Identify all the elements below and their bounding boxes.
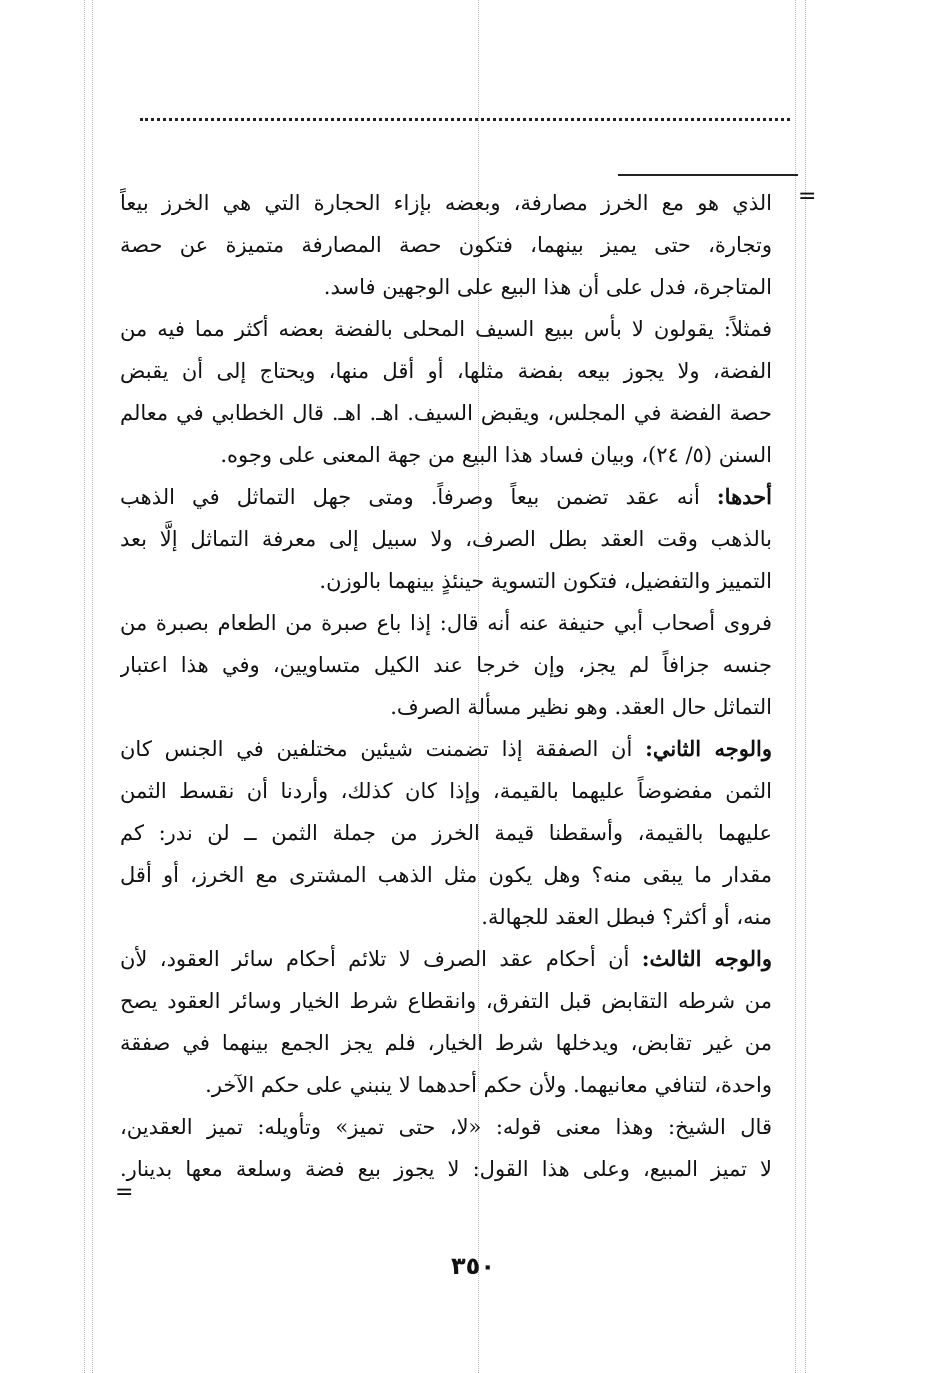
margin-guide-left [84, 0, 85, 1373]
line-text: بالذهب وقت العقد بطل الصرف، ولا سبيل إلى معرفة التماثل إلَّا بعد [120, 527, 772, 551]
line-text: لا تميز المبيع، وعلى هذا القول: لا يجوز بيع فضة وسلعة معها بدينار. [120, 1157, 772, 1181]
line-text: أنه عقد تضمن بيعاً وصرفاً. ومتى جهل التماثل في الذهب [120, 485, 717, 509]
text-line [120, 434, 772, 476]
line-text: وتجارة، حتى يميز بينهما، فتكون حصة المصارفة متميزة عن حصة [120, 233, 772, 257]
line-text: من شرطه التقابض قبل التفرق، وانقطاع شرط الخيار وسائر العقود يصح [120, 989, 772, 1013]
text-line [120, 476, 772, 518]
text-line [120, 980, 772, 1022]
end-continuation-mark: = [115, 1180, 134, 1205]
line-text: حصة الفضة في المجلس، ويقبض السيف. اهـ. اهـ. قال الخطابي في معالم [120, 401, 772, 425]
text-line [120, 770, 772, 812]
text-line [120, 308, 772, 350]
line-text: قال الشيخ: وهذا معنى قوله: «لا، حتى تميز» وتأويله: تميز العقدين، [120, 1115, 772, 1139]
footnote-rule [618, 174, 798, 176]
text-line [120, 182, 772, 224]
continuation-mark: = [798, 184, 817, 209]
margin-guide-left-inner [92, 0, 93, 1373]
dotted-separator [140, 118, 790, 121]
text-line [120, 644, 772, 686]
line-text: واحدة، لتنافي معانيهما. ولأن حكم أحدهما لا ينبني على حكم الآخر. [205, 1073, 772, 1097]
text-line [120, 728, 772, 770]
text-line [120, 854, 772, 896]
page-number: ٣٥٠ [451, 1252, 495, 1280]
line-text: التماثل حال العقد. وهو نظير مسألة الصرف. [390, 695, 772, 719]
line-text: جنسه جزافاً لم يجز، وإن خرجا عند الكيل متساويين، وفي هذا اعتبار [120, 653, 772, 677]
line-text: فمثلاً: يقولون لا بأس ببيع السيف المحلى بالفضة بعضه أكثر مما فيه من [120, 317, 772, 341]
line-text: منه، أو أكثر؟ فبطل العقد للجهالة. [481, 905, 772, 929]
line-text: السنن (٥/ ٢٤)، وبيان فساد هذا البيع من جهة المعنى على وجوه. [220, 443, 772, 467]
line-text: التمييز والتفضيل، فتكون التسوية حينئذٍ بينهما بالوزن. [319, 569, 772, 593]
line-text: أن الصفقة إذا تضمنت شيئين مختلفين في الجنس كان [120, 737, 646, 761]
text-line [120, 1106, 772, 1148]
text-line [120, 350, 772, 392]
text-line [120, 392, 772, 434]
line-text: المتاجرة، فدل على أن هذا البيع على الوجهين فاسد. [323, 275, 772, 299]
text-line [120, 812, 772, 854]
line-text: الثمن مفضوضاً عليهما بالقيمة، وإذا كان كذلك، وأردنا أن نقسط الثمن [120, 779, 772, 803]
line-text: أن أحكام عقد الصرف لا تلائم أحكام سائر العقود، لأن [120, 947, 642, 971]
text-line [120, 1064, 772, 1106]
text-line [120, 1148, 772, 1190]
line-text: عليهما بالقيمة، وأسقطنا قيمة الخرز من جملة الثمن ــ لن ندر: كم [120, 821, 772, 845]
line-text: من غير تقابض، ويدخلها شرط الخيار، فلم يجز الجمع بينهما في صفقة [120, 1031, 772, 1055]
section-lead: والوجه الثاني: [645, 736, 772, 761]
text-line [120, 224, 772, 266]
line-text: الفضة، ولا يجوز بيعه بفضة مثلها، أو أقل منها، ويحتاج إلى أن يقبض [120, 359, 772, 383]
line-text: الذي هو مع الخرز مصارفة، وبعضه بإزاء الحجارة التي هي الخرز بيعاً [120, 191, 772, 215]
text-line [120, 686, 772, 728]
margin-guide-right [795, 0, 796, 1373]
text-line [120, 896, 772, 938]
text-line [120, 938, 772, 980]
text-line [120, 602, 772, 644]
text-line [120, 1022, 772, 1064]
footnote-text [120, 182, 772, 1190]
line-text: فروى أصحاب أبي حنيفة عنه أنه قال: إذا باع صبرة من الطعام بصبرة من [120, 611, 772, 635]
section-lead: أحدها: [716, 484, 772, 509]
section-lead: والوجه الثالث: [641, 946, 772, 971]
text-line [120, 560, 772, 602]
text-line [120, 266, 772, 308]
line-text: مقدار ما يبقى منه؟ وهل يكون مثل الذهب المشترى مع الخرز، أو أقل [120, 863, 772, 887]
text-line [120, 518, 772, 560]
